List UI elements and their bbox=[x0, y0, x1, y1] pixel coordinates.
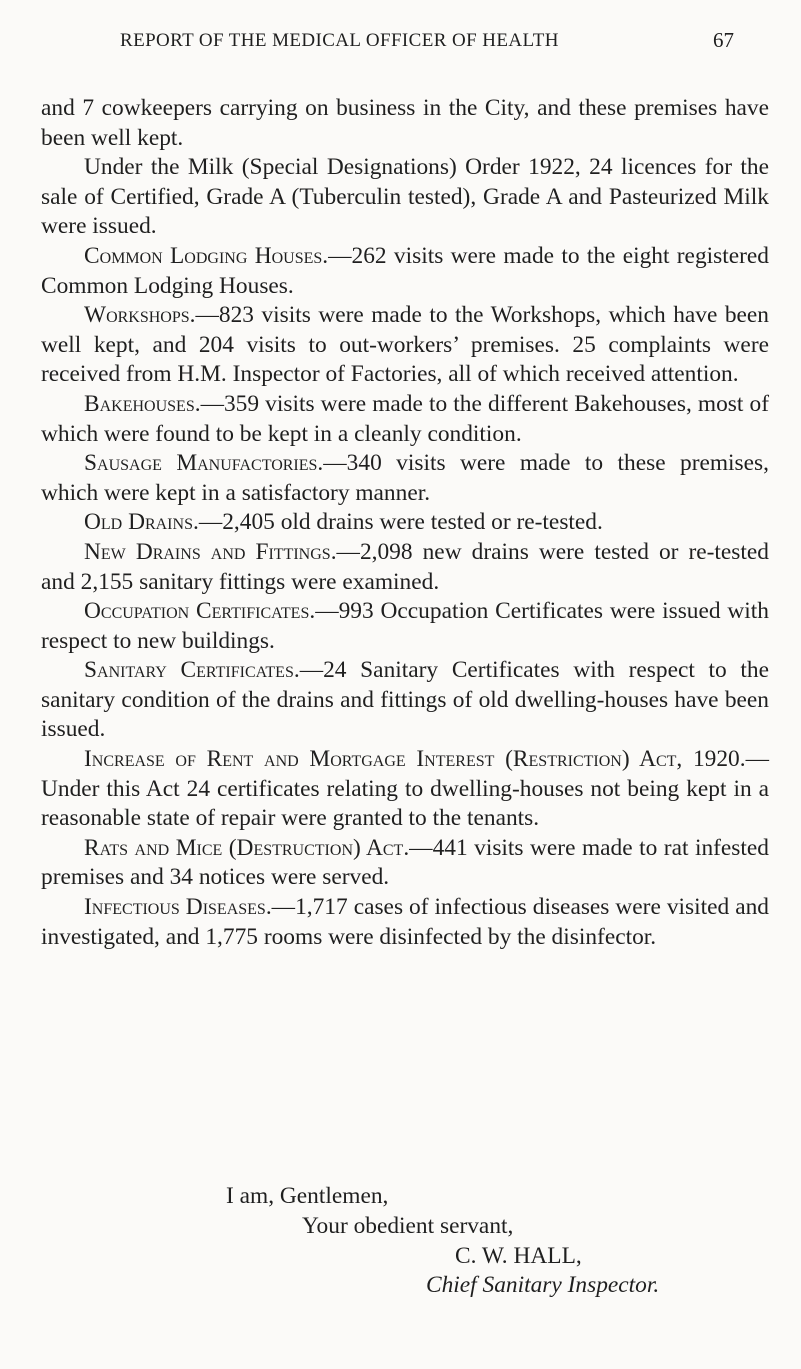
paragraph-sanitary-certificates: Sanitary Certificates.—24 Sanitary Certificates with respect to the sanitary condition of the drains and fittings of old dwelling-houses have been issued. bbox=[41, 657, 769, 743]
section-heading: Workshops. bbox=[84, 302, 196, 329]
page-header bbox=[0, 0, 801, 60]
paragraph-occupation-certificates: Occupation Certificates.—993 Occupation Certificates were issued with respect to new buildings. bbox=[41, 598, 769, 654]
section-heading: Common Lodging Houses. bbox=[84, 242, 329, 269]
signatory-title: Chief Sanitary Inspector. bbox=[426, 1272, 660, 1298]
section-heading: Sanitary Certificates. bbox=[84, 657, 300, 684]
paragraph-bakehouses: Bakehouses.—359 visits were made to the different Bakehouses, most of which were found to be kept in a cleanly condition. bbox=[41, 390, 769, 447]
section-heading: Rats and Mice (Destruction) Act. bbox=[84, 834, 410, 861]
section-heading: Old Drains. bbox=[84, 509, 199, 536]
paragraph-common-lodging-houses: Common Lodging Houses.—262 visits were made to the eight registered Common Lodging Houses. bbox=[41, 242, 769, 299]
valediction-line: Your obedient servant, bbox=[302, 1213, 514, 1239]
salutation-line: I am, Gentlemen, bbox=[226, 1183, 389, 1209]
section-heading: New Drains and Fittings. bbox=[84, 538, 337, 565]
paragraph-infectious-diseases: Infectious Diseases.—1,717 cases of infectious diseases were visited and investigated, and 1,775 rooms were disinfected by the disinfector. bbox=[41, 894, 770, 950]
paragraph-milk-order: Under the Milk (Special Designations) Order 1922, 24 licences for the sale of Certified, Grade A (Tuberculin tested), Grade A and Pasteurized Milk were issued. bbox=[41, 154, 769, 240]
section-heading: Sausage Manufactories. bbox=[84, 450, 324, 477]
report-body bbox=[41, 94, 769, 952]
section-heading: Bakehouses. bbox=[84, 390, 201, 417]
paragraph-old-drains: Old Drains.—2,405 old drains were tested or re-tested. bbox=[84, 509, 603, 536]
running-head: REPORT OF THE MEDICAL OFFICER OF HEALTH bbox=[120, 30, 559, 51]
section-heading: Occupation Certificates. bbox=[84, 598, 316, 625]
section-heading: Increase of Rent and Mortgage Interest (Restriction) Act, 1920. bbox=[84, 746, 746, 773]
paragraph-sausage-manufactories: Sausage Manufactories.—340 visits were made to these premises, which were kept in a satisfactory manner. bbox=[41, 450, 769, 506]
paragraph-cowkeepers: and 7 cowkeepers carrying on business in the City, and these premises have been well kept. bbox=[41, 95, 769, 151]
signatory-name: C. W. HALL, bbox=[455, 1243, 582, 1269]
paragraph-rats-and-mice: Rats and Mice (Destruction) Act.—441 visits were made to rat infested premises and 34 notices were served. bbox=[41, 834, 769, 891]
paragraph-new-drains: New Drains and Fittings.—2,098 new drains were tested or re-tested and 2,155 sanitary fittings were examined. bbox=[41, 538, 769, 595]
paragraph-workshops: Workshops.—823 visits were made to the Workshops, which have been well kept, and 204 visits to out-workers’ premises. 25 complaints were received from H.M. Inspector of Factories, all of which received attention. bbox=[41, 302, 769, 388]
section-heading: Infectious Diseases. bbox=[84, 894, 272, 921]
paragraph-rent-act: Increase of Rent and Mortgage Interest (Restriction) Act, 1920.—Under this Act 24 certificates relating to dwelling-houses not being kept in a reasonable state of repair were granted to the tenants. bbox=[41, 746, 769, 832]
page-number: 67 bbox=[713, 28, 734, 52]
